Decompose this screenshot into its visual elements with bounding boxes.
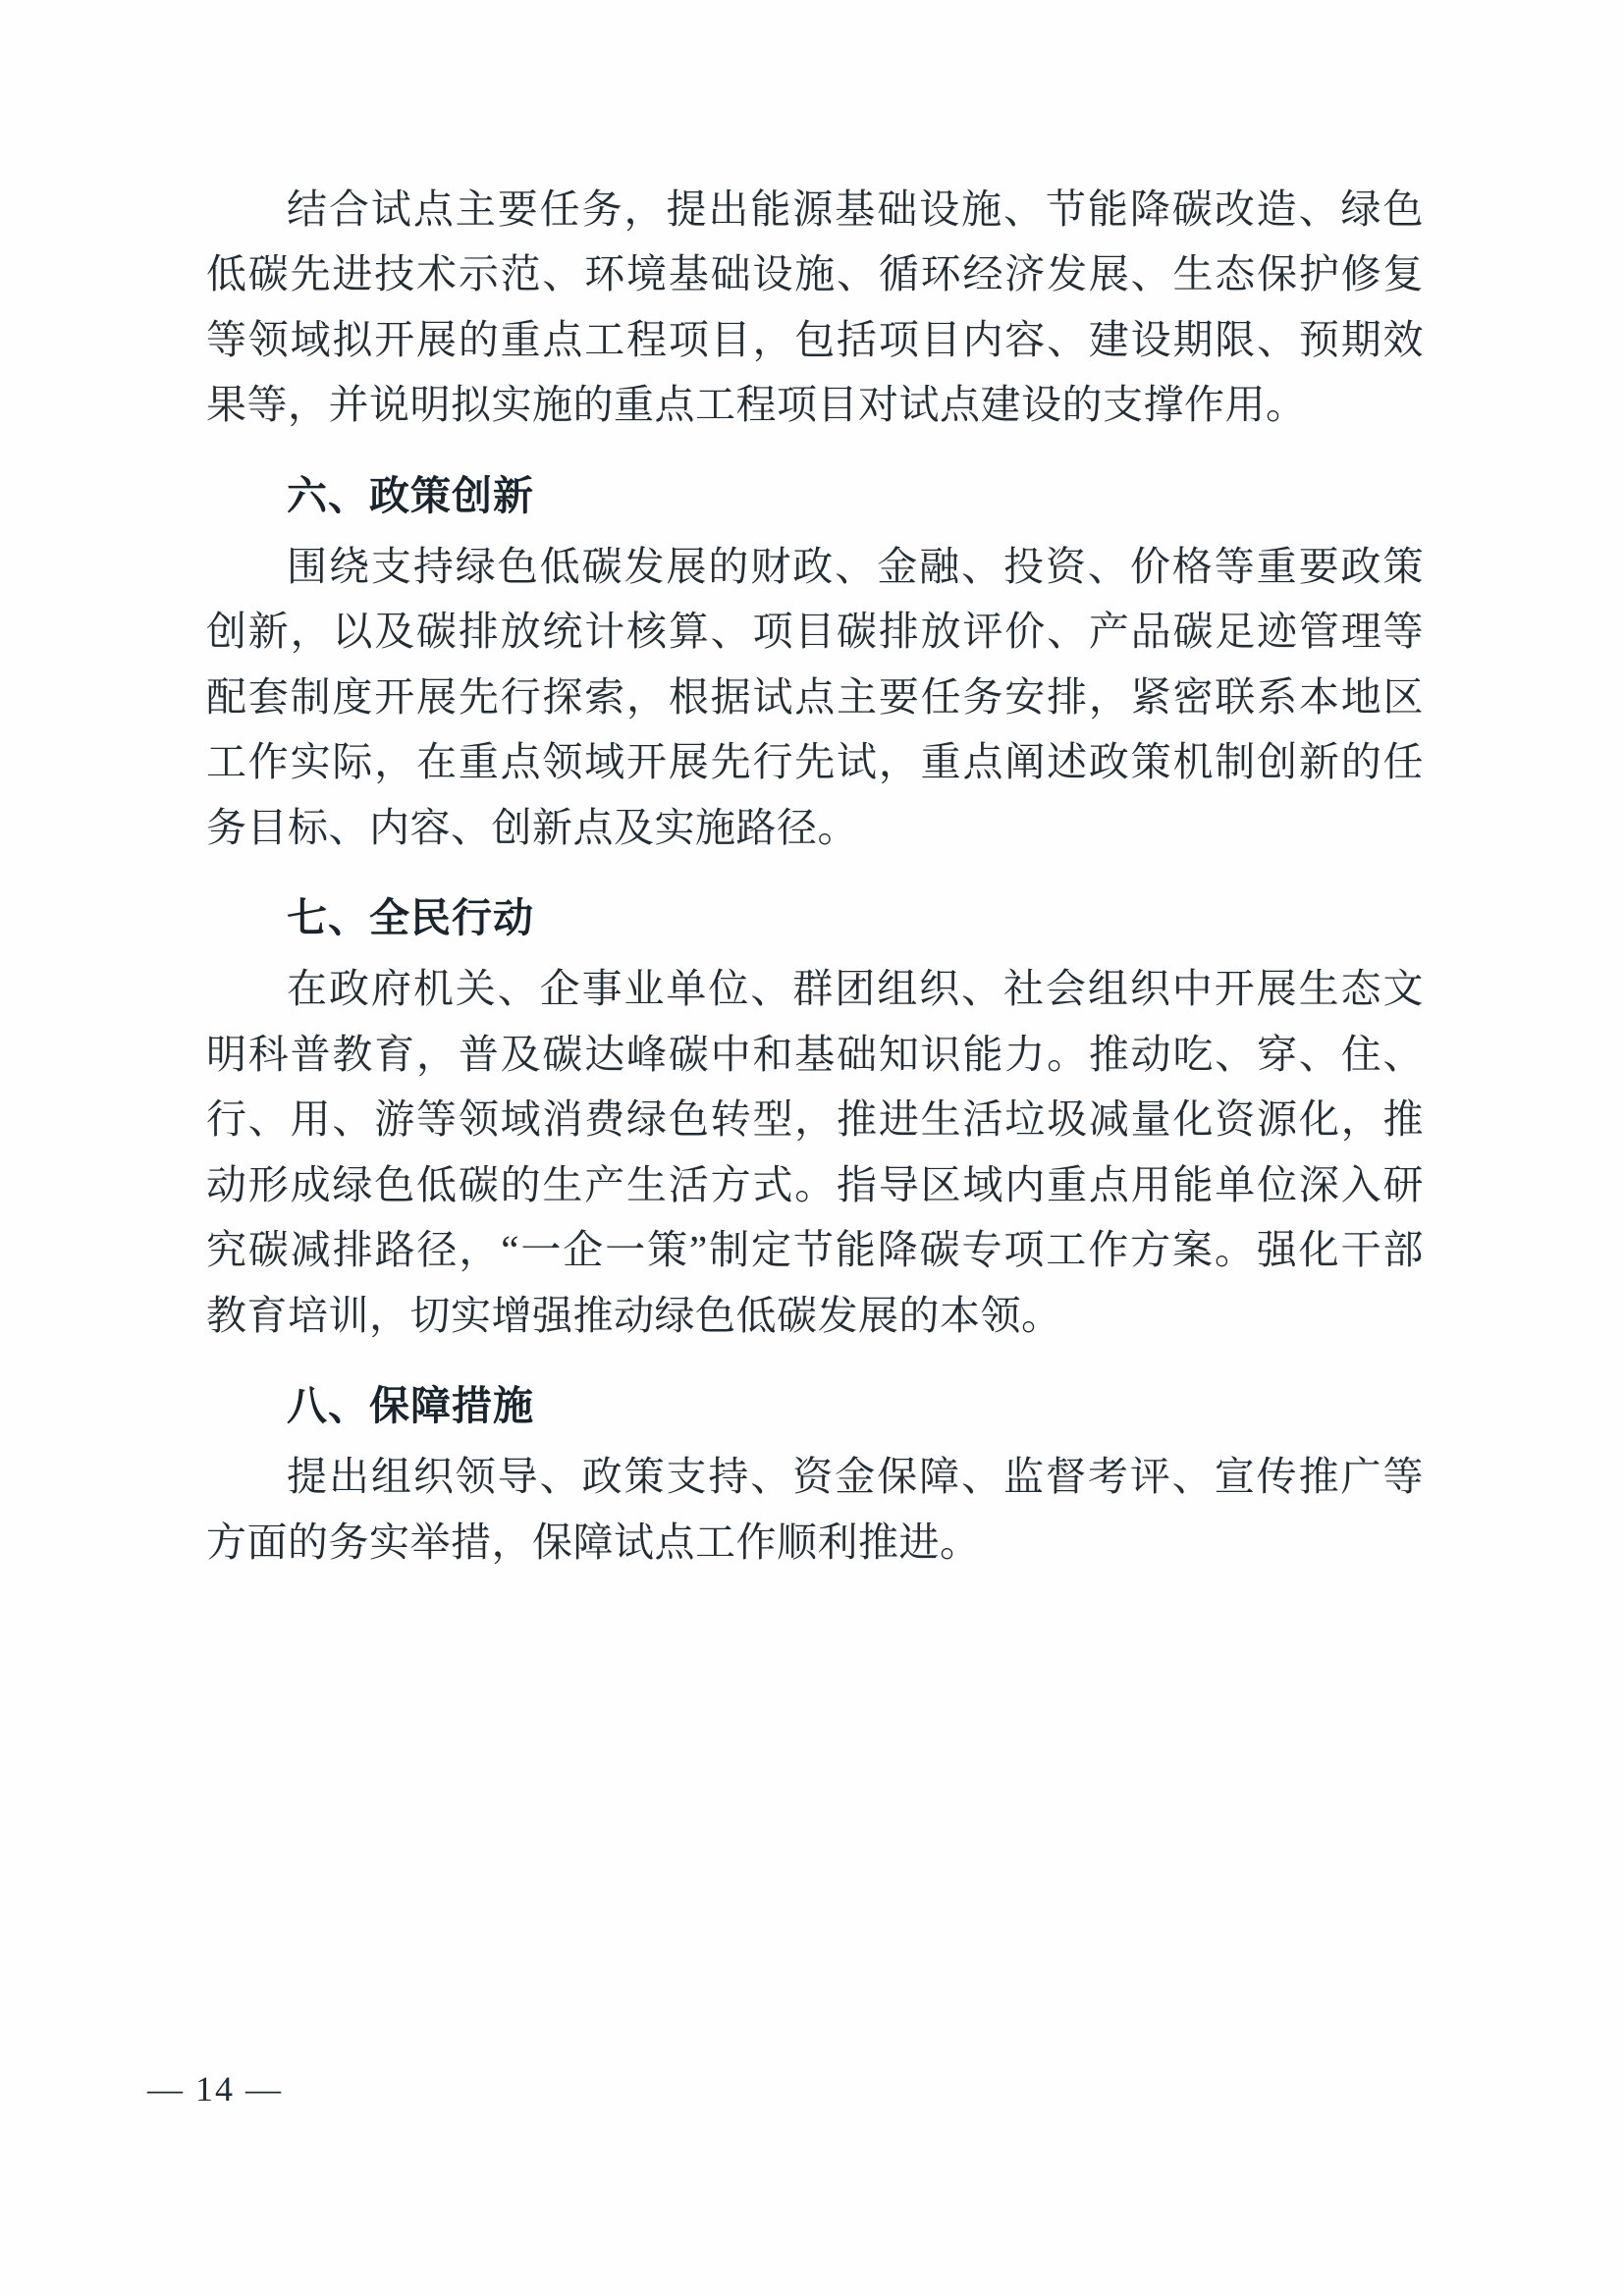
paragraph-key-projects: 结合试点主要任务，提出能源基础设施、节能降碳改造、绿色低碳先进技术示范、环境基础设施、循环经济发展、生态保护修复等领域拟开展的重点工程项目，包括项目内容、建设期限、预期效果等，并说明拟实施的重点工程项目对试点建设的支撑作用。 [206,187,1424,428]
paragraph-public-action: 在政府机关、企事业单位、群团组织、社会组织中开展生态文明科普教育，普及碳达峰碳中和基础知识能力。推动吃、穿、住、行、用、游等领域消费绿色转型，推进生活垃圾减量化资源化，推动形成绿色低碳的生产生活方式。指导区域内重点用能单位深入研究碳减排路径，“一企一策”制定节能降碳专项工作方案。强化干部教育培训，切实增强推动绿色低碳发展的本领。 [206,966,1424,1338]
paragraph-policy-innovation: 围绕支持绿色低碳发展的财政、金融、投资、价格等重要政策创新，以及碳排放统计核算、项目碳排放评价、产品碳足迹管理等配套制度开展先行探索，根据试点主要任务安排，紧密联系本地区工作实际，在重点领域开展先行先试，重点阐述政策机制创新的任务目标、内容、创新点及实施路径。 [206,544,1424,850]
paragraph-safeguard-measures: 提出组织领导、政策支持、资金保障、监督考评、宣传推广等方面的务实举措，保障试点工作顺利推进。 [206,1454,1424,1565]
section-heading-public-action: 七、全民行动 [287,894,534,942]
page-footer [147,2068,1483,2109]
page-number: — 14 — [147,2069,283,2109]
section-heading-safeguard-measures: 八、保障措施 [287,1381,534,1429]
section-heading-policy-innovation: 六、政策创新 [287,471,534,519]
document-body [206,177,1424,1580]
